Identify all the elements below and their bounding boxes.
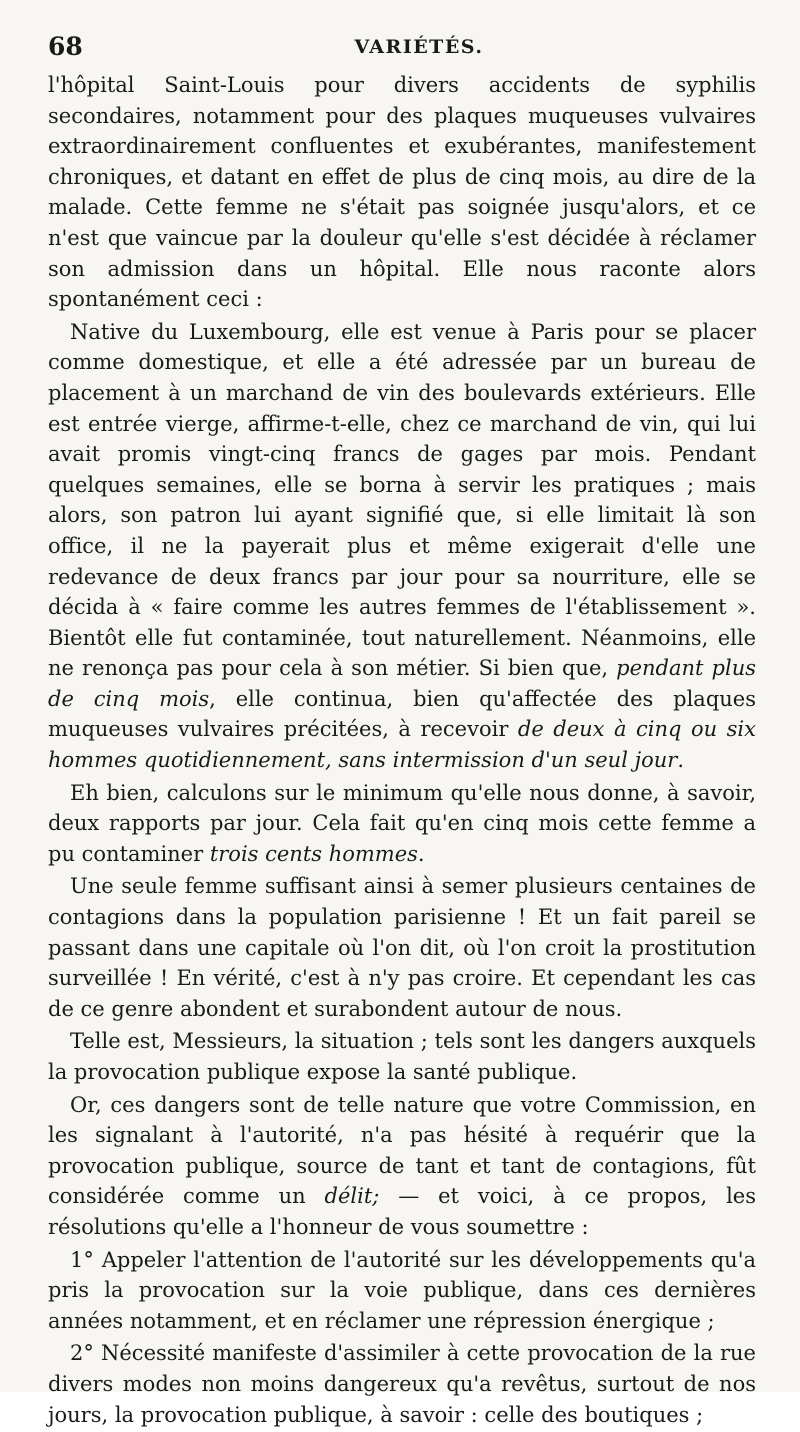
paragraph bbox=[48, 70, 756, 315]
italic-segment: de deux à cinq ou six hommes quotidiennement, sans intermission d'un seul jour bbox=[48, 717, 756, 773]
text-segment: Eh bien, calculons sur le minimum qu'elle nous donne, à savoir, deux rapports par jour. Cela fait qu'en cinq mois cette femme a pu contaminer bbox=[48, 780, 756, 866]
text-segment: 2° Nécessité manifeste d'assimiler à cette provocation de la rue divers modes non moins dangereux qu'a revêtus, surtout de nos jours, la provocation publique, à savoir : celle des boutiques ; bbox=[48, 1341, 756, 1427]
text-segment: . bbox=[677, 748, 684, 773]
paragraph bbox=[48, 871, 756, 1024]
text-segment: Telle est, Messieurs, la situation ; tels sont les dangers auxquels la provocation publique expose la santé publique. bbox=[48, 1029, 756, 1084]
paragraph bbox=[48, 1338, 756, 1430]
paragraph bbox=[48, 778, 756, 870]
paragraph bbox=[48, 317, 756, 776]
paragraph bbox=[48, 1245, 756, 1337]
text-segment: 1° Appeler l'attention de l'autorité sur les développements qu'a pris la provocation sur la voie publique, dans ces dernières années notamment, et en réclamer une répression énergique ; bbox=[48, 1247, 756, 1333]
text-segment: l'hôpital Saint-Louis pour divers accidents de syphilis secondaires, notamment pour des plaques muqueuses vulvaires extraordinairement confluentes et exubérantes, manifestement chroniques, et datant en effet de plus de cinq mois, au dire de la malade. Cette femme ne s'était pas soignée jusqu'alors, et ce n'est que vaincue par la douleur qu'elle s'est décidée à réclamer son admission dans un hôpital. Elle nous raconte alors spontanément ceci : bbox=[48, 73, 756, 312]
italic-segment: trois cents hommes bbox=[209, 841, 418, 866]
text-segment: Or, ces dangers sont de telle nature que votre Commission, en les signalant à l'autorité, n'a pas hésité à requérir que la provocation publique, source de tant et tant de contagions, fût considérée comme un bbox=[48, 1092, 756, 1209]
running-head bbox=[48, 28, 754, 64]
text-segment: Une seule femme suffisant ainsi à semer plusieurs centaines de contagions dans la population parisienne ! Et un fait pareil se passant dans une capitale où l'on dit, où l'on croit la prostitution surveillée ! En vérité, c'est à n'y pas croire. Et cependant les cas de ce genre abondent et surabondent autour de nous. bbox=[48, 874, 756, 1021]
italic-segment: délit; bbox=[324, 1184, 380, 1209]
italic-segment: pendant plus de cinq mois bbox=[48, 656, 757, 711]
running-title: VARIÉTÉS. bbox=[354, 36, 484, 58]
text-segment: . bbox=[417, 841, 425, 866]
paragraph bbox=[48, 1026, 756, 1087]
text-segment: — et voici, à ce propos, les résolutions qu'elle a l'honneur de vous soumettre : bbox=[48, 1184, 757, 1239]
body-text bbox=[48, 70, 756, 1432]
page-number: 68 bbox=[48, 32, 83, 61]
paragraph bbox=[48, 1090, 756, 1243]
text-segment: , elle continua, bien qu'affectée des plaques muqueuses vulvaires précitées, à recevoir bbox=[48, 686, 757, 742]
text-segment: Native du Luxembourg, elle est venue à Paris pour se placer comme domestique, et elle a été adressée par un bureau de placement à un marchand de vin des boulevards extérieurs. Elle est entrée vierge, affirme-t-elle, chez ce marchand de vin, qui lui avait promis vingt-cinq francs de gages par mois. Pendant quelques semaines, elle se borna à servir les pratiques ; mais alors, son patron lui ayant signifié que, si elle limitait là son office, il ne la payerait plus et même exigerait d'elle une redevance de deux francs par jour pour sa nourriture, elle se décida à « faire comme les autres femmes de l'établissement ». Bientôt elle fut contaminée, tout naturellement. Néanmoins, elle ne renonça pas pour cela à son métier. Si bien que, bbox=[48, 319, 756, 681]
